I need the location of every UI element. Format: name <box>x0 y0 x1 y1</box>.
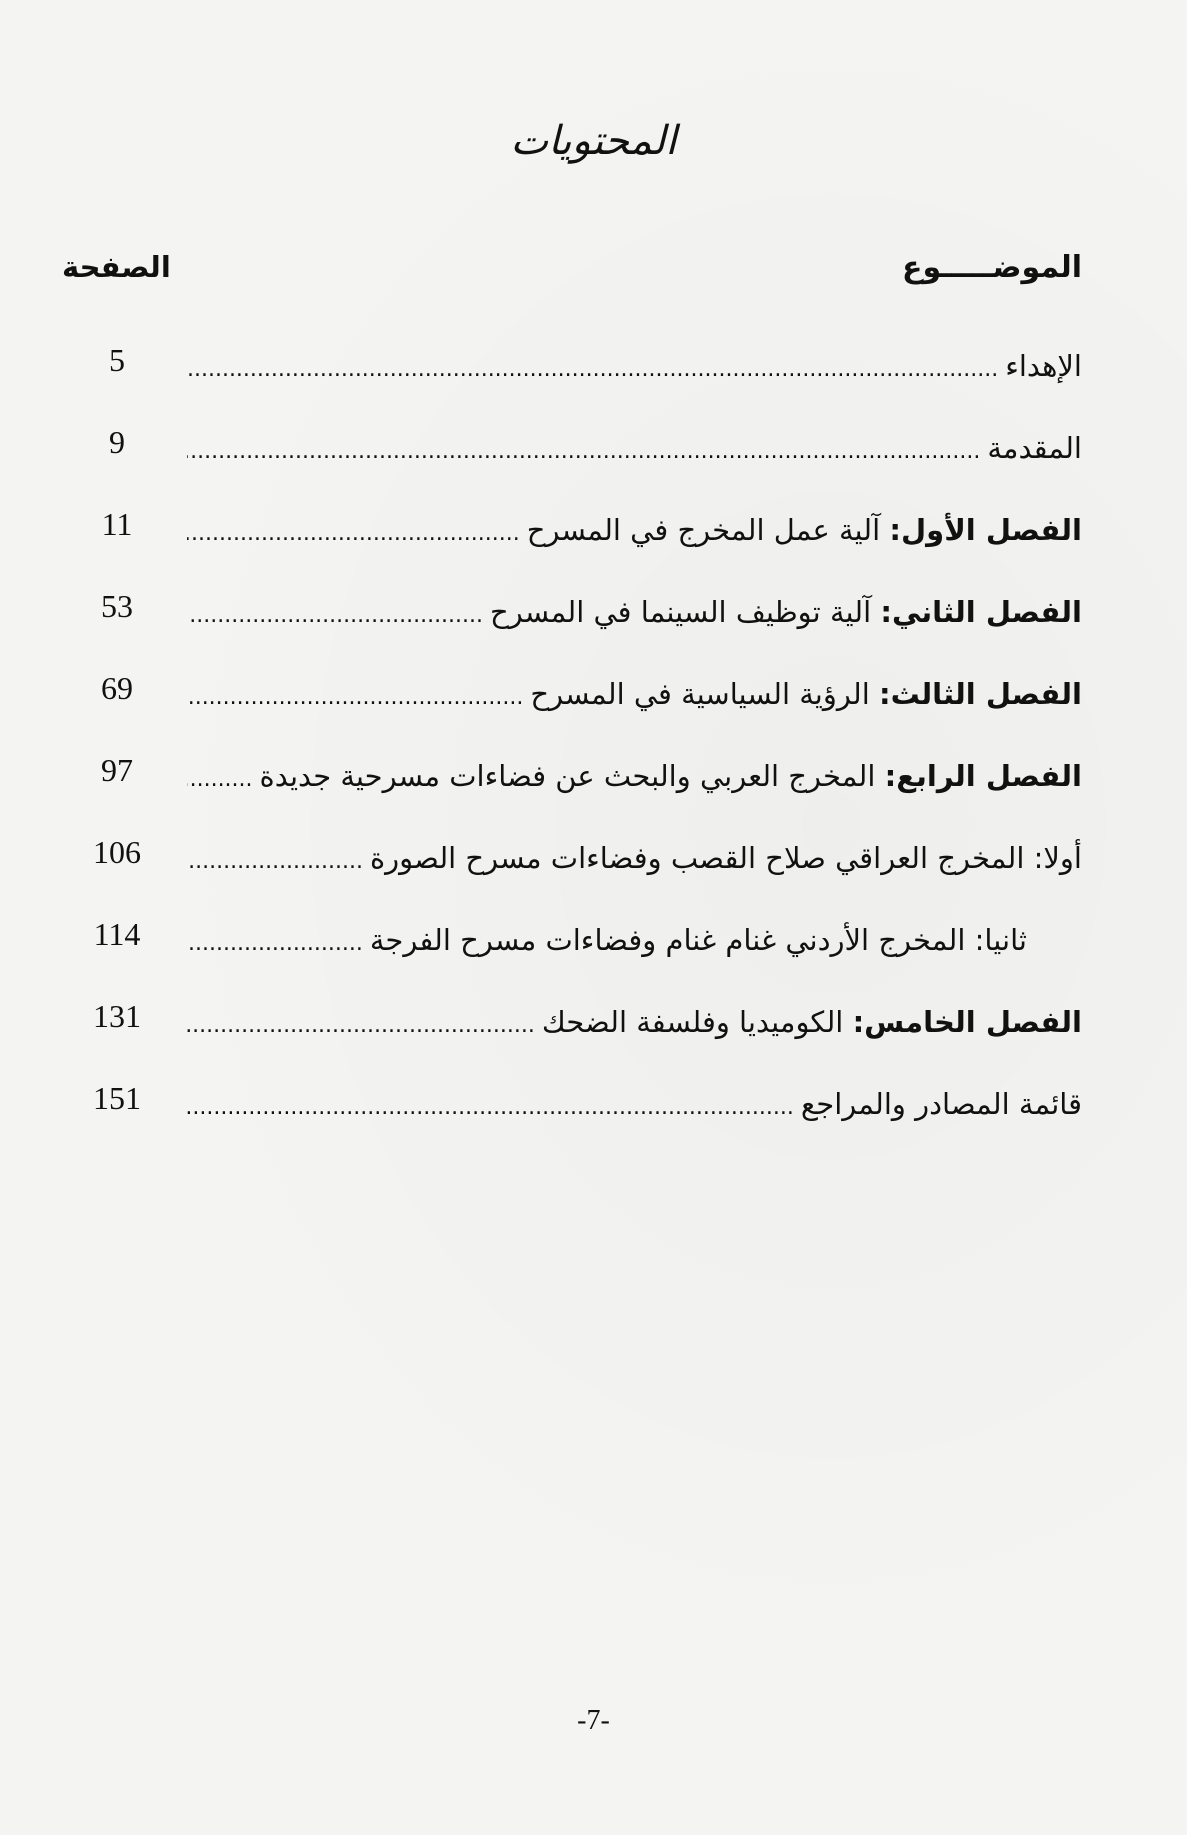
toc-row <box>62 986 1082 1068</box>
entry-text: المقدمة <box>987 431 1082 465</box>
entry-label: الفصل الثاني: <box>880 595 1082 629</box>
toc-row <box>62 740 1082 822</box>
toc-entry <box>187 344 1082 392</box>
subject-column-header: الموضـــــوع <box>901 250 1082 285</box>
page-number: 9 <box>109 424 125 460</box>
page-number: 69 <box>101 670 133 706</box>
entry-text: قائمة المصادر والمراجع <box>800 1087 1082 1121</box>
page-number: 114 <box>93 916 141 952</box>
page-number: 97 <box>101 752 133 788</box>
entry-text: الرؤية السياسية في المسرح <box>530 677 879 711</box>
toc-row <box>62 576 1082 658</box>
entry-label: الفصل الخامس: <box>852 1005 1082 1039</box>
toc-header <box>62 250 1082 300</box>
toc-row <box>62 1068 1082 1150</box>
page-number: 5 <box>109 342 125 378</box>
toc-entry <box>187 836 1082 884</box>
page-footer-number: -7- <box>577 1705 610 1736</box>
toc-entry <box>187 1000 1082 1048</box>
entry-text: ثانيا: المخرج الأردني غنام غنام وفضاءات مسرح الفرجة <box>369 923 1027 957</box>
entry-label: الفصل الأول: <box>889 513 1082 547</box>
entry-text: آلية توظيف السينما في المسرح <box>490 595 881 629</box>
entry-label: الفصل الرابع: <box>884 759 1082 793</box>
toc-entry <box>187 918 1027 966</box>
toc-row <box>62 658 1082 740</box>
toc-row <box>62 904 1082 986</box>
toc-entry <box>187 426 1082 474</box>
table-of-contents <box>62 330 1082 1150</box>
toc-entry <box>187 754 1082 802</box>
entry-text: الكوميديا وفلسفة الضحك <box>541 1005 853 1039</box>
page-number: 131 <box>93 998 141 1034</box>
entry-text: الإهداء <box>1005 349 1082 383</box>
entry-text: المخرج العربي والبحث عن فضاءات مسرحية جديدة <box>259 759 885 793</box>
page-number: 151 <box>93 1080 141 1116</box>
page-number: 11 <box>101 506 133 542</box>
toc-entry <box>187 1082 1082 1130</box>
page-number: 53 <box>101 588 133 624</box>
toc-row <box>62 822 1082 904</box>
toc-row <box>62 330 1082 412</box>
page-number: 106 <box>93 834 141 870</box>
toc-entry <box>187 672 1082 720</box>
entry-text: أولا: المخرج العراقي صلاح القصب وفضاءات مسرح الصورة <box>369 841 1082 875</box>
toc-entry <box>187 590 1082 638</box>
page-title: المحتويات <box>510 118 677 164</box>
toc-row <box>62 412 1082 494</box>
entry-label: الفصل الثالث: <box>879 677 1082 711</box>
toc-entry <box>187 508 1082 556</box>
entry-text: آلية عمل المخرج في المسرح <box>526 513 890 547</box>
toc-row <box>62 494 1082 576</box>
page-column-header: الصفحة <box>62 250 171 284</box>
